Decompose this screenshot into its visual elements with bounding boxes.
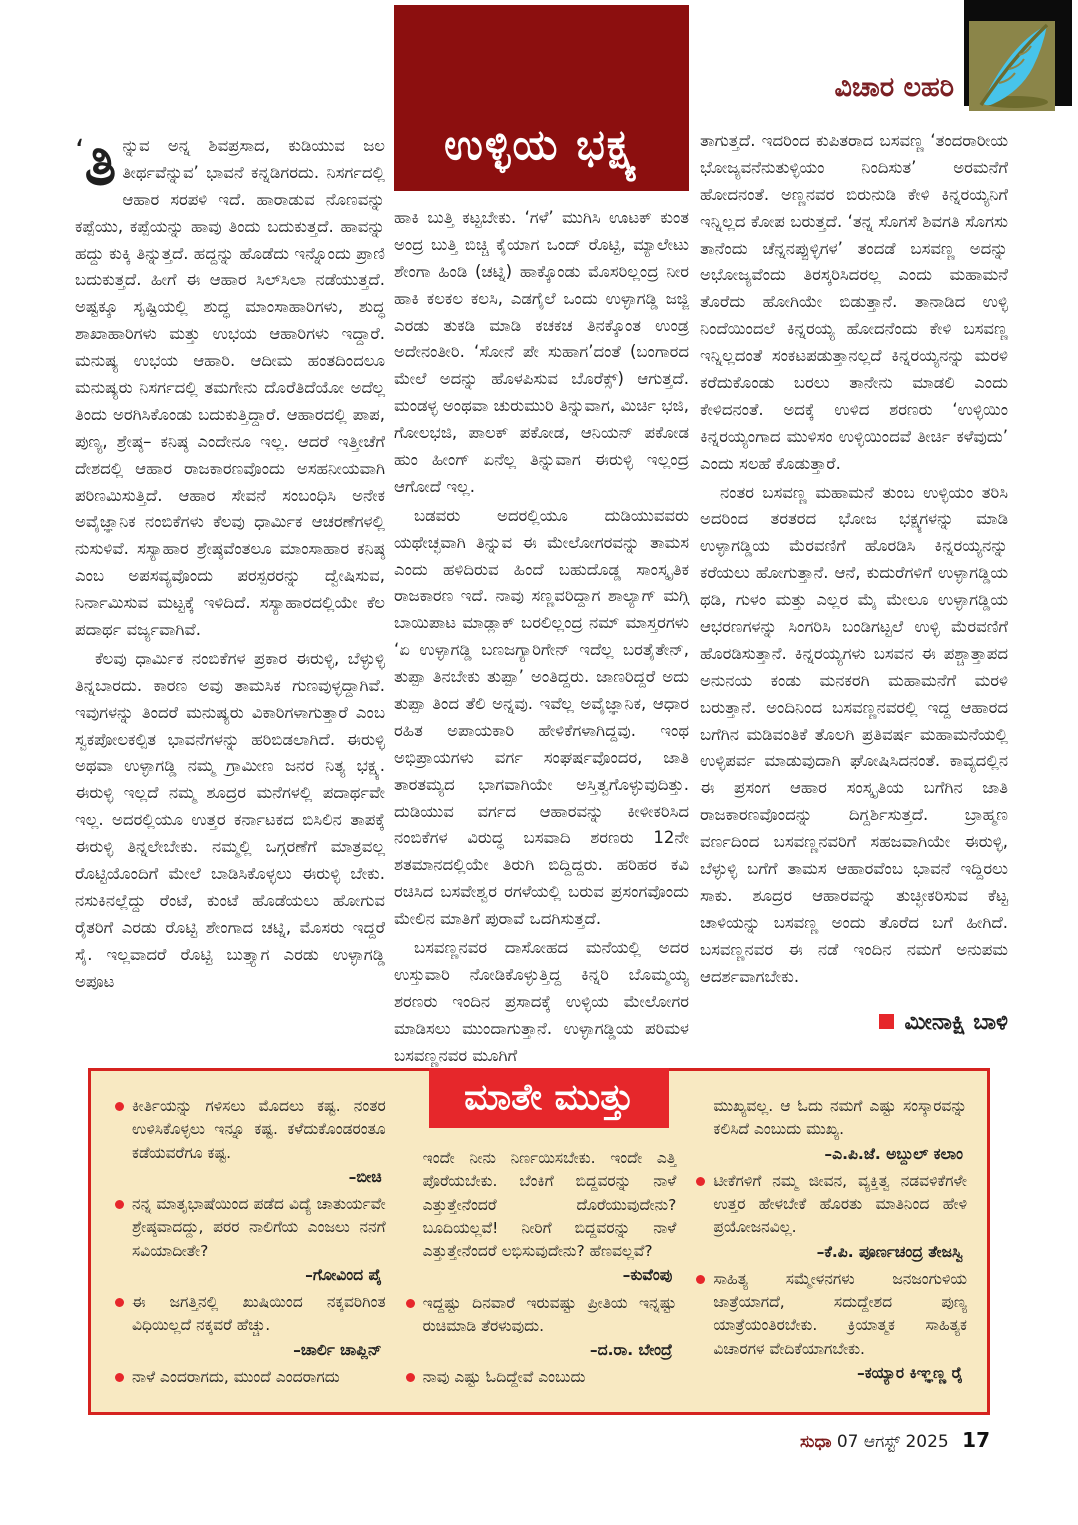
quotes-column-1 [115,1095,386,1391]
paragraph-text: ಬಸವಣ್ಣನವರ ದಾಸೋಹದ ಮನೆಯಲ್ಲಿ ಅದರ ಉಸ್ತುವಾರಿ ನೋಡಿಕೊಳ್ಳುತ್ತಿದ್ದ ಕಿನ್ನರಿ ಬೊಮ್ಮಯ್ಯ ಶರಣರು ಇಂದಿನ ಪ್ರಸಾದಕ್ಕೆ ಉಳ್ಳಿಯ ಮೇಲೋಗರ ಮಾಡಿಸಲು ಮುಂದಾಗುತ್ತಾನೆ. ಉಳ್ಳಾಗಡ್ಡಿಯ ಪರಿಮಳ ಬಸವಣ್ಣನವರ ಮೂಗಿಗೆ [394,938,689,1065]
quotes-column-2 [406,1095,677,1391]
bullet-icon [115,1200,124,1209]
bullet-icon [115,1373,124,1382]
drop-cap: ‘ತಿ [75,129,117,199]
quote-continuation [406,1147,677,1263]
quote-text: ಮುಖ್ಯವಲ್ಲ. ಆ ಓದು ನಮಗೆ ಎಷ್ಟು ಸಂಸ್ಕಾರವನ್ನು ಕಲಿಸಿದೆ ಎಂಬುದು ಮುಖ್ಯ. [713,1097,968,1139]
quote-author: –ಕೆ.ಪಿ. ಪೂರ್ಣಚಂದ್ರ ತೇಜಸ್ವಿ [816,1242,964,1261]
quote-author: –ಚಾರ್ಲಿ ಚಾಪ್ಲಿನ್ [293,1340,382,1359]
article-paragraph [700,480,1008,991]
quote-item [115,1366,386,1389]
article-paragraph [394,935,689,1069]
byline [700,1005,1008,1041]
quotes-box-title: ಮಾತೇ ಮುತ್ತು [429,1068,669,1128]
byline-square-icon [879,1014,894,1029]
quill-feather-icon [969,21,1055,111]
paragraph-text: ತಾಗುತ್ತದೆ. ಇದರಿಂದ ಕುಪಿತರಾದ ಬಸವಣ್ಣ ‘ತಂದರಾರೀಯ ಭೋಜ್ಯವನೆನುತುಳ್ಳಿಯಂ ನಿಂದಿಸುತ’ ಅರಮನೆಗೆ ಹೋದನಂತೆ. ಅಣ್ಣನವರ ಬಿರುನುಡಿ ಕೇಳಿ ಕಿನ್ನರಯ್ಯನಿಗೆ ಇನ್ನಿಲ್ಲದ ಕೋಪ ಬರುತ್ತದೆ. ‘ತನ್ನ ಸೊಗಸೆ ಶಿವಗತಿ ಸೊಗಸು ತಾನೆಂದು ಚೆನ್ನನಪ್ಪುಳ್ಳಿಗಳ’ ತಂದಡೆ ಬಸವಣ್ಣ ಅದನ್ನು ಅಭೋಜ್ಯವೆಂದು ತಿರಸ್ಕರಿಸಿದರಲ್ಲ ಎಂದು ಮಹಾಮನೆ ತೊರೆದು ಹೋಗಿಯೇ ಬಿಡುತ್ತಾನೆ. ತಾನಾಡಿದ ಉಳ್ಳಿ ನಿಂದೆಯಿಂದಲೆ ಕಿನ್ನರಯ್ಯ ಹೋದನೆಂದು ಕೇಳಿ ಬಸವಣ್ಣ ಇನ್ನಿಲ್ಲದಂತೆ ಸಂಕಟಪಡುತ್ತಾನಲ್ಲದೆ ಕಿನ್ನರಯ್ಯನನ್ನು ಮರಳಿ ಕರೆದುಕೊಂಡು ಬರಲು ತಾನೇನು ಮಾಡಲಿ ಎಂದು ಕೇಳಿದನಂತೆ. ಅದಕ್ಕೆ ಉಳಿದ ಶರಣರು ‘ಉಳ್ಳಿಯಿಂ ಕಿನ್ನರಯ್ಯಂಗಾದ ಮುಳಿಸಂ ಉಳ್ಳಿಯಿಂದವೆ ತೀರ್ಚಿ ಕಳೆವುದು’ ಎಂದು ಸಲಹೆ ಕೊಡುತ್ತಾರೆ. [700,131,1008,473]
paragraph-text: ನಂತರ ಬಸವಣ್ಣ ಮಹಾಮನೆ ತುಂಬ ಉಳ್ಳಿಯಂ ತರಿಸಿ ಅದರಿಂದ ತರತರದ ಭೋಜ ಭಕ್ಷ್ಯಗಳನ್ನು ಮಾಡಿ ಉಳ್ಳಾಗಡ್ಡಿಯ ಮೆರವಣಿಗೆ ಹೊರಡಿಸಿ ಕಿನ್ನರಯ್ಯನನ್ನು ಕರೆಯಲು ಹೋಗುತ್ತಾನೆ. ಆನೆ, ಕುದುರೆಗಳಿಗೆ ಉಳ್ಳಾಗಡ್ಡಿಯ ಥಡಿ, ಗುಳಂ ಮತ್ತು ಎಲ್ಲರ ಮೈ ಮೇಲೂ ಉಳ್ಳಾಗಡ್ಡಿಯ ಆಭರಣಗಳನ್ನು ಸಿಂಗರಿಸಿ ಬಂಡಿಗಟ್ಟಲೆ ಉಳ್ಳಿ ಮೆರವಣಿಗೆ ಹೊರಡಿಸುತ್ತಾನೆ. ಕಿನ್ನರಯ್ಯಗಳು ಬಸವನ ಈ ಪಶ್ಚಾತ್ತಾಪದ ಅನುನಯ ಕಂಡು ಮನಕರಗಿ ಮಹಾಮನೆಗೆ ಮರಳಿ ಬರುತ್ತಾನೆ. ಅಂದಿನಿಂದ ಬಸವಣ್ಣನವರಲ್ಲಿ ಇದ್ದ ಆಹಾರದ ಬಗೆಗಿನ ಮಡಿವಂತಿಕೆ ತೊಲಗಿ ಪ್ರತಿವರ್ಷ ಮಹಾಮನೆಯಲ್ಲಿ ಉಳ್ಳಿಪರ್ವ ಮಾಡುವುದಾಗಿ ಘೋಷಿಸಿದನಂತೆ. ಕಾವ್ಯದಲ್ಲಿನ ಈ ಪ್ರಸಂಗ ಆಹಾರ ಸಂಸ್ಕೃತಿಯ ಬಗೆಗಿನ ಜಾತಿ ರಾಜಕಾರಣವೊಂದನ್ನು ದಿಗ್ದರ್ಶಿಸುತ್ತದೆ. ಬ್ರಾಹ್ಮಣ ವರ್ಣದಿಂದ ಬಸವಣ್ಣನವರಿಗೆ ಸಹಜವಾಗಿಯೇ ಈರುಳ್ಳಿ, ಬೆಳ್ಳುಳ್ಳಿ ಬಗೆಗೆ ತಾಮಸ ಆಹಾರವೆಂಬ ಭಾವನೆ ಇದ್ದಿರಲು ಸಾಕು. ಶೂದ್ರರ ಆಹಾರವನ್ನು ತುಚ್ಛೀಕರಿಸುವ ಕೆಟ್ಟ ಚಾಳಿಯನ್ನು ಬಸವಣ್ಣ ಅಂದು ತೊರೆದ ಬಗೆ ಹೀಗಿದೆ. ಬಸವಣ್ಣನವರ ಈ ನಡೆ ಇಂದಿನ ನಮಗೆ ಅನುಪಮ ಆದರ್ಶವಾಗಬೇಕು. [700,482,1008,986]
quote-author: –ಎ.ಪಿ.ಜೆ. ಅಬ್ದುಲ್ ಕಲಾಂ [824,1144,964,1163]
headline-box [394,5,689,191]
section-label: ವಿಚಾರ ಲಹರಿ [834,72,954,103]
article-paragraph [75,129,385,644]
bullet-icon [115,1298,124,1307]
quote-item [406,1366,677,1389]
quote-author: –ಕುವೆಂಪು [622,1266,673,1285]
quote-author: –ದ.ರಾ. ಬೇಂದ್ರೆ [589,1341,673,1359]
quote-author: –ಗೋವಿಂದ ಪೈ [305,1265,382,1284]
quote-author: –ಕಯ್ಯಾರ ಕಿಞ್ಞಣ್ಣ ರೈ [856,1363,964,1382]
quote-item [115,1193,386,1263]
article-column-2 [394,5,689,1072]
page-number: 17 [962,1428,990,1452]
article-paragraph [700,128,1008,478]
feather-graphic [969,21,1055,111]
quote-text: ನನ್ನ ಮಾತೃಭಾಷೆಯಿಂದ ಪಡೆದ ವಿದ್ಯೆ ಚಾತುರ್ಯವೇ ಶ್ರೇಷ್ಠವಾದದ್ದು, ಪರರ ನಾಲಿಗೆಯ ಎಂಜಲು ನನಗೆ ಸವಿಯಾದೀತೇ? [132,1195,386,1260]
article-paragraph [75,646,385,996]
quote-text: ನಾವು ಎಷ್ಟು ಓದಿದ್ದೇವೆ ಎಂಬುದು [422,1368,586,1387]
quote-item [115,1291,386,1338]
quote-text: ನಾಳೆ ಎಂದರಾಗದು, ಮುಂದೆ ಎಂದರಾಗದು [132,1367,340,1386]
article-paragraph [394,503,689,933]
quote-item [696,1268,967,1361]
bullet-icon [406,1299,415,1308]
quote-text: ಕೀರ್ತಿಯನ್ನು ಗಳಿಸಲು ಮೊದಲು ಕಷ್ಟ. ನಂತರ ಉಳಿಸಿಕೊಳ್ಳಲು ಇನ್ನೂ ಕಷ್ಟ. ಕಳೆದುಕೊಂಡರಂತೂ ಕಡೆಯವರೆಗೂ ಕಷ್ಟ. [132,1097,386,1162]
bullet-icon [406,1373,415,1382]
quote-item [696,1170,967,1240]
bullet-icon [696,1275,705,1284]
article-column-3 [700,128,1008,1040]
quote-text: ಸಾಹಿತ್ಯ ಸಮ್ಮೇಳನಗಳು ಜನಜಂಗುಳಿಯ ಜಾತ್ರೆಯಾಗದೆ, ಸದುದ್ದೇಶದ ಪುಣ್ಯ ಯಾತ್ರೆಯಂತಿರಬೇಕು. ಕ್ರಿಯಾತ್ಮಕ ಸಾಹಿತ್ಯಕ ವಿಚಾರಗಳ ವೇದಿಕೆಯಾಗಬೇಕು. [713,1269,968,1358]
quote-continuation [696,1095,967,1142]
page-footer [800,1428,990,1452]
quote-item [115,1095,386,1165]
paragraph-text: ನ್ನುವ ಅನ್ನ ಶಿವಪ್ರಸಾದ, ಕುಡಿಯುವ ಜಲ ತೀರ್ಥವೆನ್ನುವ’ ಭಾವನೆ ಕನ್ನಡಿಗರದು. ನಿಸರ್ಗದಲ್ಲಿ ಆಹಾರ ಸರಪಳಿ ಇದೆ. ಹಾರಾಡುವ ನೊಣವನ್ನು ಕಪ್ಪೆಯು, ಕಪ್ಪೆಯನ್ನು ಹಾವು ತಿಂದು ಬದುಕುತ್ತದೆ. ಹಾವನ್ನು ಹದ್ದು ಕುಕ್ಕಿ ತಿನ್ನುತ್ತದೆ. ಹದ್ದನ್ನು ಹೊಡೆದು ಇನ್ನೊಂದು ಪ್ರಾಣಿ ಬದುಕುತ್ತದೆ. ಹೀಗೆ ಈ ಆಹಾರ ಸಿಲ್‌ಸಿಲಾ ನಡೆಯುತ್ತದೆ. ಅಷ್ಟಕ್ಕೂ ಸೃಷ್ಟಿಯಲ್ಲಿ ಶುದ್ಧ ಮಾಂಸಾಹಾರಿಗಳು, ಶುದ್ಧ ಶಾಖಾಹಾರಿಗಳು ಮತ್ತು ಉಭಯ ಆಹಾರಿಗಳು ಇದ್ದಾರೆ. ಮನುಷ್ಯ ಉಭಯ ಆಹಾರಿ. ಆದೀಮ ಹಂತದಿಂದಲೂ ಮನುಷ್ಯರು ನಿಸರ್ಗದಲ್ಲಿ ತಮಗೇನು ದೊರೆತಿದೆಯೋ ಅದೆಲ್ಲ ತಿಂದು ಅರಗಿಸಿಕೊಂಡು ಬದುಕುತ್ತಿದ್ದಾರೆ. ಆಹಾರದಲ್ಲಿ ಪಾಪ, ಪುಣ್ಯ, ಶ್ರೇಷ್ಠ– ಕನಿಷ್ಠ ಎಂದೇನೂ ಇಲ್ಲ. ಆದರೆ ಇತ್ತೀಚೆಗೆ ದೇಶದಲ್ಲಿ ಆಹಾರ ರಾಜಕಾರಣವೊಂದು ಅಸಹನೀಯವಾಗಿ ಪರಿಣಮಿಸುತ್ತಿದೆ. ಆಹಾರ ಸೇವನೆ ಸಂಬಂಧಿಸಿ ಅನೇಕ ಅವೈಜ್ಞಾನಿಕ ನಂಬಿಕೆಗಳು ಕೆಲವು ಧಾರ್ಮಿಕ ಆಚರಣೆಗಳಲ್ಲಿ ನುಸುಳಿವೆ. ಸಸ್ಯಾಹಾರ ಶ್ರೇಷ್ಠವೆಂತಲೂ ಮಾಂಸಾಹಾರ ಕನಿಷ್ಠ ಎಂಬ ಅಪಸವ್ಯವೊಂದು ಪರಸ್ಪರರನ್ನು ದ್ವೇಷಿಸುವ, ನಿರ್ನಾಮಿಸುವ ಮಟ್ಟಕ್ಕೆ ಇಳಿದಿದೆ. ಸಸ್ಯಾಹಾರದಲ್ಲಿಯೇ ಕೆಲ ಪದಾರ್ಥ ವರ್ಜ್ಯವಾಗಿವೆ. [75,136,385,640]
bullet-icon [696,1177,705,1186]
quote-text: ಇಂದೇ ನೀನು ನಿರ್ಣಯಿಸಬೇಕು. ಇಂದೇ ಎತ್ತಿ ಪೊರೆಯಬೇಕು. ಬೆಂಕಿಗೆ ಬಿದ್ದವರನ್ನು ನಾಳೆ ಎತ್ತುತ್ತೇನೆಂದರೆ ದೊರೆಯುವುದೇನು? ಬೂದಿಯಲ್ಲವೆ! ನೀರಿಗೆ ಬಿದ್ದವರನ್ನು ನಾಳೆ ಎತ್ತುತ್ತೇನೆಂದರೆ ಲಭಿಸುವುದೇನು? ಹೆಣವಲ್ಲವೆ? [422,1149,677,1260]
magazine-name: ಸುಧಾ [800,1432,832,1452]
quote-author: –ಬೀಚಿ [348,1167,382,1186]
quotes-column-3 [696,1095,967,1391]
quote-text: ಇದ್ದಷ್ಟು ದಿನವಾರೆ ಇರುವಷ್ಟು ಪ್ರೀತಿಯ ಇನ್ನಷ್ಟು ರುಚಿಮಾಡಿ ತೆರಳುವುದು. [422,1293,677,1335]
article-paragraph [394,205,689,501]
quote-text: ಟೀಕೆಗಳಿಗೆ ನಮ್ಮ ಜೀವನ, ವ್ಯಕ್ತಿತ್ವ ನಡವಳಿಕೆಗಳೇ ಉತ್ತರ ಹೇಳಬೇಕೆ ಹೊರತು ಮಾತಿನಿಂದ ಹೇಳಿ ಪ್ರಯೋಜನವಿಲ್ಲ. [713,1171,968,1237]
bullet-icon [115,1102,124,1111]
quote-text: ಈ ಜಗತ್ತಿನಲ್ಲಿ ಖುಷಿಯಿಂದ ನಕ್ಕವರಿಗಿಂತ ವಿಧಿಯಿಲ್ಲದೆ ನಕ್ಕವರೆ ಹೆಚ್ಚು. [132,1293,386,1335]
issue-date: 07 ಆಗಸ್ಟ್ 2025 [836,1432,949,1452]
paragraph-text: ಹಾಕಿ ಬುತ್ತಿ ಕಟ್ಟಬೇಕು. ‘ಗಳೆ’ ಮುಗಿಸಿ ಊಟಕ್ ಕುಂತ ಅಂದ್ರ ಬುತ್ತಿ ಬಿಚ್ಚಿ ಕೈಯಾಗ ಒಂದ್ ರೊಟ್ಟಿ, ಮ್ಯಾಲೇಟು ಶೇಂಗಾ ಹಿಂಡಿ (ಚಟ್ನಿ) ಹಾಕ್ಕೊಂಡು ಮೊಸರಿಲ್ಲಂದ್ರ ನೀರ ಹಾಕಿ ಕಲಕಲ ಕಲಸಿ, ಎಡಗೈಲೆ ಒಂದು ಉಳ್ಳಾಗಡ್ಡಿ ಜಜ್ಜಿ ಎರಡು ತುಕಡಿ ಮಾಡಿ ಕಚಕಚ ತಿನಕ್ಕೊಂತ ಉಂಡ್ರ ಅದೇನಂತೀರಿ. ‘ಸೋನೆ ಪೇ ಸುಹಾಗ’ದಂತೆ (ಬಂಗಾರದ ಮೇಲೆ ಅದನ್ನು ಹೊಳಪಿಸುವ ಬೊರೆಕ್ಸ್) ಆಗುತ್ತದೆ. ಮಂಡಳ್ಳ ಅಂಥವಾ ಚುರುಮುರಿ ತಿನ್ನುವಾಗ, ಮಿರ್ಚಿ ಭಜಿ, ಗೋಲಭಜಿ, ಪಾಲಕ್ ಪಕೋಡ, ಆನಿಯನ್ ಪಕೋಡ ಹುಂ ಹೀಂಗ್ ಏನೆಲ್ಲ ತಿನ್ನುವಾಗ ಈರುಳ್ಳಿ ಇಲ್ಲಂದ್ರ ಆಗೋದೆ ಇಲ್ಲ. [394,208,689,496]
article-headline: ಉಳ್ಳಿಯ ಭಕ್ಷ್ಯ [444,119,639,169]
quote-item [406,1292,677,1339]
paragraph-text: ಬಡವರು ಅದರಲ್ಲಿಯೂ ದುಡಿಯುವವರು ಯಥೇಚ್ಛವಾಗಿ ತಿನ್ನುವ ಈ ಮೇಲೋಗರವನ್ನು ತಾಮಸ ಎಂದು ಹಳಿದಿರುವ ಹಿಂದೆ ಬಹುದೊಡ್ಡ ಸಾಂಸ್ಕೃತಿಕ ರಾಜಕಾರಣ ಇದೆ. ನಾವು ಸಣ್ಣವರಿದ್ದಾಗ ಶಾಲ್ಯಾಗ್ ಮಗ್ಗಿ ಬಾಯಿಪಾಟ ಮಾಡ್ಲಾಕ್ ಬರಲಿಲ್ಲಂದ್ರ ನಮ್ ಮಾಸ್ತರಗಳು ‘ಏ ಉಳ್ಳಾಗಡ್ಡಿ ಬಣಜಗ್ಯಾರಿಗೇನ್ ಇದೆಲ್ಲ ಬರತೈತೇನ್, ತುಪ್ಪಾ ತಿನಬೇಕು ತುಪ್ಪಾ’ ಅಂತಿದ್ದರು. ಜಾಣರಿದ್ದರೆ ಅದು ತುಪ್ಪಾ ತಿಂದ ತೆಲಿ ಅನ್ನವು. ಇವೆಲ್ಲ ಅವೈಜ್ಞಾನಿಕ, ಆಧಾರ ರಹಿತ ಅಪಾಯಕಾರಿ ಹೇಳಿಕೆಗಳಾಗಿದ್ದವು. ಇಂಥ ಅಭಿಪ್ರಾಯಗಳು ವರ್ಗ ಸಂಘರ್ಷವೊಂದರ, ಜಾತಿ ತಾರತಮ್ಯದ ಭಾಗವಾಗಿಯೇ ಅಸ್ತಿತ್ವಗೊಳ್ಳುವುದಿತ್ತು. ದುಡಿಯುವ ವರ್ಗದ ಆಹಾರವನ್ನು ಕೀಳೀಕರಿಸಿದ ನಂಬಿಕೆಗಳ ವಿರುದ್ಧ ಬಸವಾದಿ ಶರಣರು 12ನೇ ಶತಮಾನದಲ್ಲಿಯೇ ತಿರುಗಿ ಬಿದ್ದಿದ್ದರು. ಹರಿಹರ ಕವಿ ರಚಿಸಿದ ಬಸವೇಶ್ವರ ರಗಳೆಯಲ್ಲಿ ಬರುವ ಪ್ರಸಂಗವೊಂದು ಮೇಲಿನ ಮಾತಿಗೆ ಪುರಾವೆ ಒದಗಿಸುತ್ತದೆ. [394,505,689,929]
byline-author: ಮೀನಾಕ್ಷಿ ಬಾಳಿ [904,1009,1008,1035]
paragraph-text: ಕೆಲವು ಧಾರ್ಮಿಕ ನಂಬಿಕೆಗಳ ಪ್ರಕಾರ ಈರುಳ್ಳಿ, ಬೆಳ್ಳುಳ್ಳಿ ತಿನ್ನಬಾರದು. ಕಾರಣ ಅವು ತಾಮಸಿಕ ಗುಣವುಳ್ಳದ್ದಾಗಿವೆ. ಇವುಗಳನ್ನು ತಿಂದರೆ ಮನುಷ್ಯರು ವಿಕಾರಿಗಳಾಗುತ್ತಾರೆ ಎಂಬ ಸ್ವಕಪೋಲಕಲ್ಪಿತ ಭಾವನೆಗಳನ್ನು ಹರಿಬಿಡಲಾಗಿದೆ. ಈರುಳ್ಳಿ ಅಥವಾ ಉಳ್ಳಾಗಡ್ಡಿ ನಮ್ಮ ಗ್ರಾಮೀಣ ಜನರ ನಿತ್ಯ ಭಕ್ಷ್ಯ. ಈರುಳ್ಳಿ ಇಲ್ಲದೆ ನಮ್ಮ ಶೂದ್ರರ ಮನೆಗಳಲ್ಲಿ ಪದಾರ್ಥವೇ ಇಲ್ಲ. ಅದರಲ್ಲಿಯೂ ಉತ್ತರ ಕರ್ನಾಟಕದ ಬಿಸಿಲಿನ ತಾಪಕ್ಕೆ ಈರುಳ್ಳಿ ತಿನ್ನಲೇಬೇಕು. ನಮ್ಮಲ್ಲಿ ಒಗ್ಗರಣೆಗೆ ಮಾತ್ರವಲ್ಲ ರೊಟ್ಟಿಯೊಂದಿಗೆ ಮೇಲೆ ಬಾಡಿಸಿಕೊಳ್ಳಲು ಈರುಳ್ಳಿ ಬೇಕು. ನಸುಕಿನಲ್ಲೆದ್ದು ರೆಂಟೆ, ಕುಂಟೆ ಹೊಡೆಯಲು ಹೋಗುವ ರೈತರಿಗೆ ಎರಡು ರೊಟ್ಟಿ ಶೇಂಗಾದ ಚಟ್ನಿ, ಮೊಸರು ಇದ್ದರೆ ಸೈ. ಇಲ್ಲವಾದರೆ ರೊಟ್ಟಿ ಬುತ್ತ್ಯಾಗ ಎರಡು ಉಳ್ಳಾಗಡ್ಡಿ ಅಪೂಟ [75,648,385,991]
quotes-box [88,1068,990,1415]
article-column-1 [75,129,385,998]
